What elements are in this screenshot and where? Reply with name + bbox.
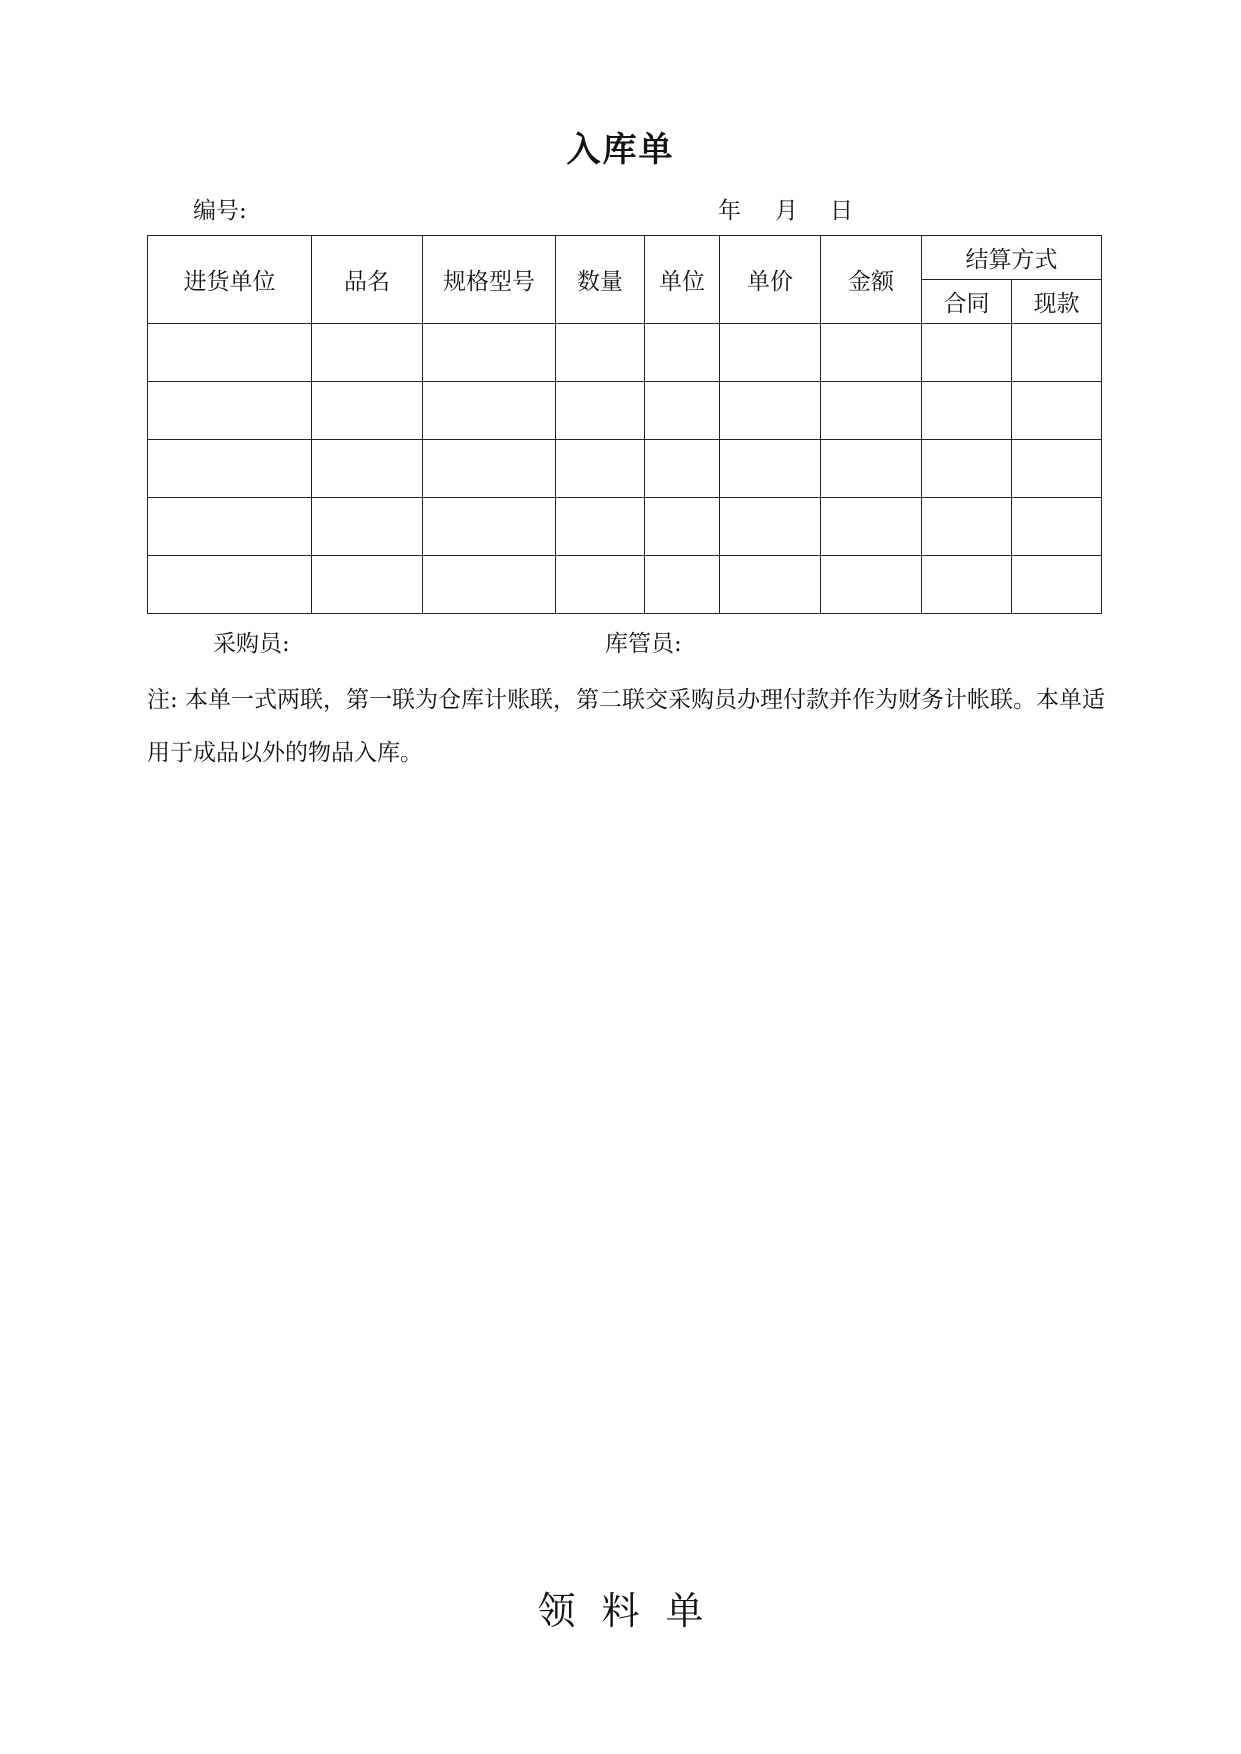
table-cell[interactable] [148, 498, 312, 556]
document-title: 入库单 [566, 130, 675, 170]
table-cell[interactable] [922, 324, 1012, 382]
date-day-label: 日 [830, 198, 853, 224]
table-cell[interactable] [556, 498, 645, 556]
buyer-signature-label: 采购员: [213, 631, 290, 657]
table-cell[interactable] [148, 440, 312, 498]
table-cell[interactable] [312, 382, 423, 440]
table-cell[interactable] [720, 498, 821, 556]
usage-note: 注: 本单一式两联，第一联为仓库计账联，第二联交采购员办理付款并作为财务计帐联。本单适用于成品以外的物品入库。 [147, 687, 1106, 766]
table-row [148, 382, 1102, 440]
table-cell[interactable] [556, 556, 645, 614]
table-cell[interactable] [423, 498, 556, 556]
table-cell[interactable] [423, 556, 556, 614]
table-cell[interactable] [423, 382, 556, 440]
table-cell[interactable] [312, 324, 423, 382]
header-unit-price: 单价 [720, 236, 821, 324]
table-cell[interactable] [556, 324, 645, 382]
table-row [148, 498, 1102, 556]
table-cell[interactable] [645, 498, 720, 556]
header-unit: 单位 [645, 236, 720, 324]
table-cell[interactable] [1012, 498, 1102, 556]
date-year-label: 年 [718, 198, 741, 224]
table-cell[interactable] [423, 440, 556, 498]
header-amount: 金额 [821, 236, 922, 324]
table-cell[interactable] [720, 440, 821, 498]
header-settlement: 结算方式 [922, 236, 1102, 280]
table-cell[interactable] [922, 498, 1012, 556]
table-row [148, 440, 1102, 498]
stock-in-table [147, 235, 1102, 614]
header-cash: 现款 [1012, 280, 1102, 324]
table-cell[interactable] [821, 440, 922, 498]
table-cell[interactable] [312, 556, 423, 614]
table-cell[interactable] [1012, 382, 1102, 440]
table-cell[interactable] [720, 556, 821, 614]
header-product-name: 品名 [312, 236, 423, 324]
date-month-label: 月 [775, 198, 798, 224]
header-row-top [148, 236, 1102, 280]
table-cell[interactable] [720, 382, 821, 440]
table-cell[interactable] [821, 556, 922, 614]
table-row [148, 556, 1102, 614]
header-spec: 规格型号 [423, 236, 556, 324]
table-cell[interactable] [556, 440, 645, 498]
table-cell[interactable] [312, 440, 423, 498]
table-cell[interactable] [922, 382, 1012, 440]
table-cell[interactable] [922, 556, 1012, 614]
header-contract: 合同 [922, 280, 1012, 324]
keeper-signature-label: 库管员: [605, 631, 682, 657]
table-cell[interactable] [645, 324, 720, 382]
table-cell[interactable] [821, 324, 922, 382]
table-cell[interactable] [922, 440, 1012, 498]
table-cell[interactable] [423, 324, 556, 382]
table-cell[interactable] [720, 324, 821, 382]
table-cell[interactable] [645, 440, 720, 498]
table-cell[interactable] [645, 556, 720, 614]
header-quantity: 数量 [556, 236, 645, 324]
table-cell[interactable] [1012, 556, 1102, 614]
table-cell[interactable] [1012, 324, 1102, 382]
table-cell[interactable] [148, 324, 312, 382]
next-form-title: 领料单 [537, 1589, 730, 1633]
table-cell[interactable] [1012, 440, 1102, 498]
header-supplier: 进货单位 [148, 236, 312, 324]
table-row [148, 324, 1102, 382]
table-cell[interactable] [645, 382, 720, 440]
table-cell[interactable] [312, 498, 423, 556]
table-cell[interactable] [556, 382, 645, 440]
table-cell[interactable] [148, 556, 312, 614]
serial-label: 编号: [193, 198, 247, 224]
table-cell[interactable] [148, 382, 312, 440]
table-cell[interactable] [821, 498, 922, 556]
table-cell[interactable] [821, 382, 922, 440]
